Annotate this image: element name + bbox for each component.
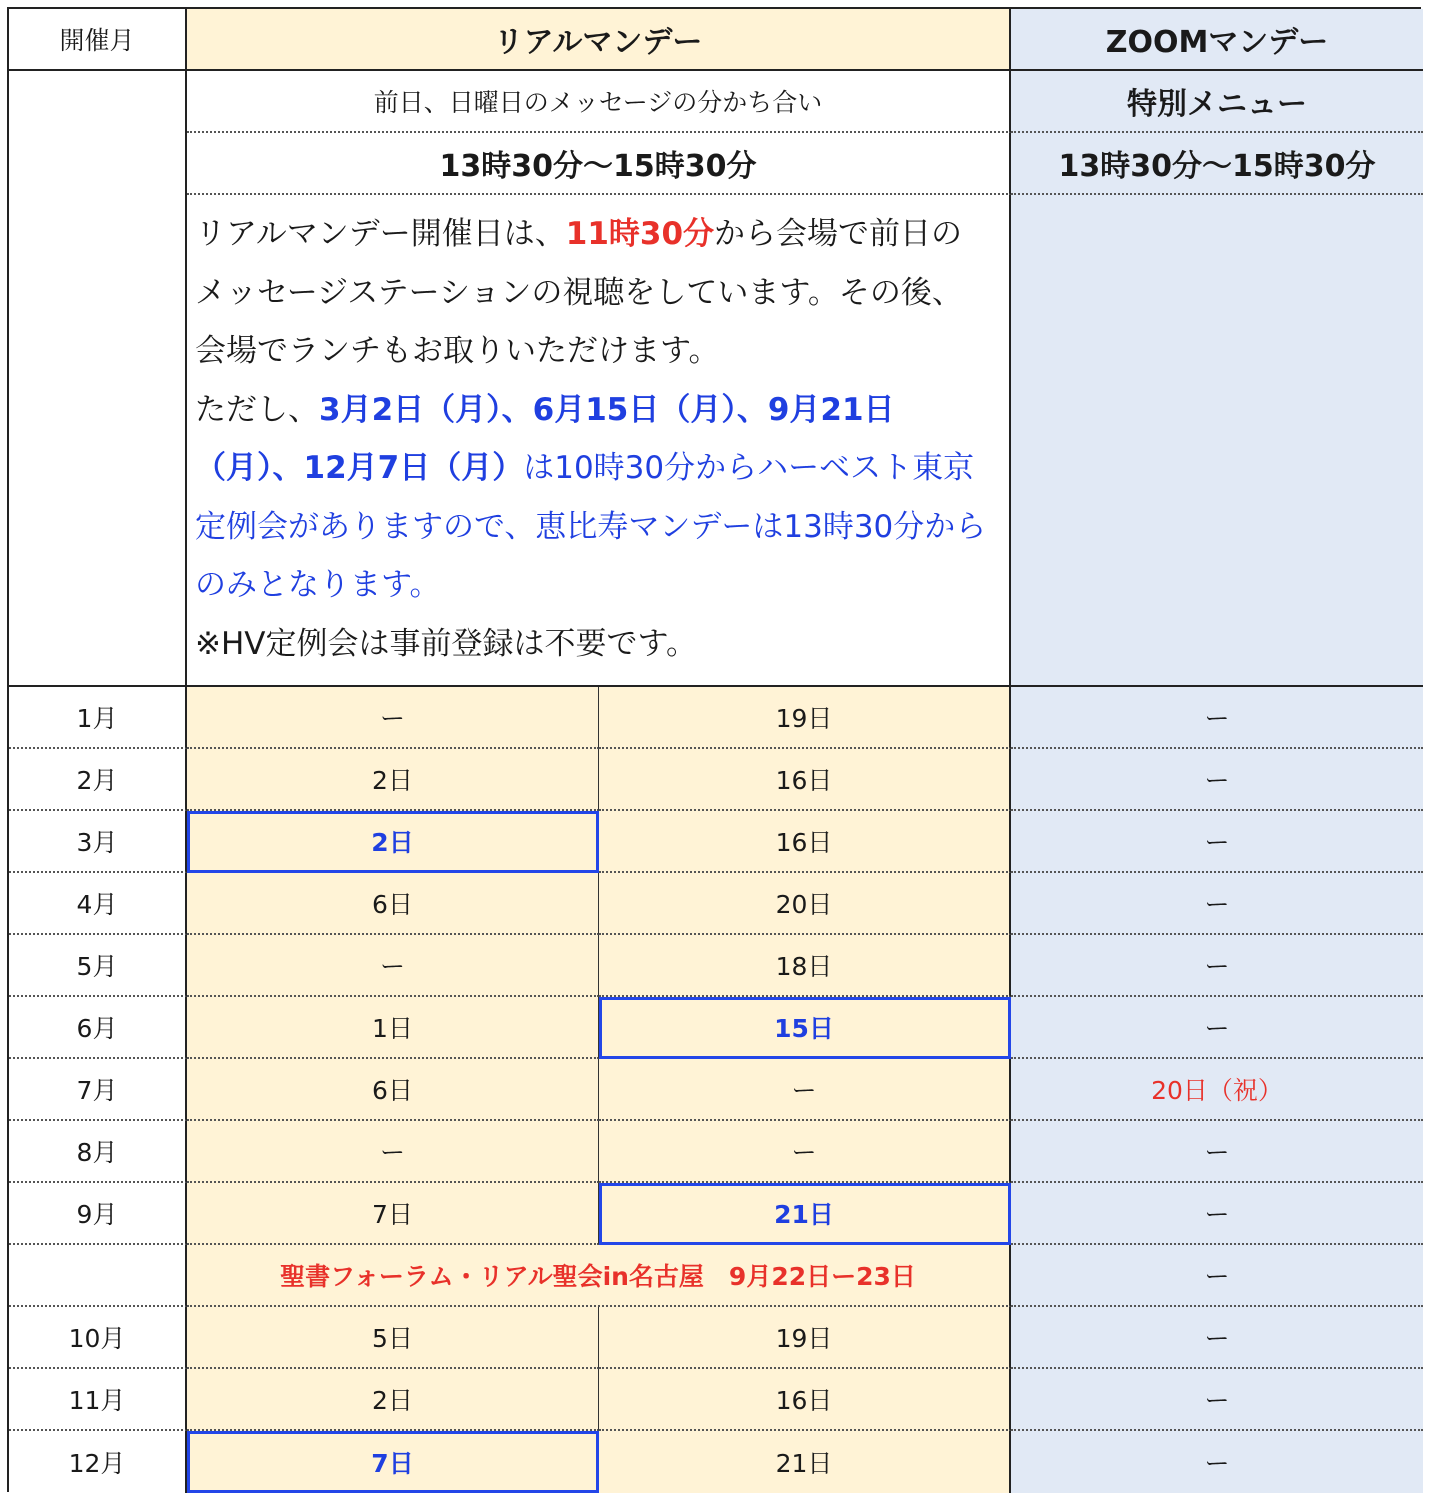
note-p1-text-2: から会場で前日のメッセージステーションの視聴をしています。その後、会場でランチもお取りいただけます。 (195, 216, 963, 369)
real-date-1: 5日 (187, 1307, 599, 1369)
note-p2-text: ただし、 (195, 391, 319, 428)
month-label: 12月 (9, 1431, 187, 1493)
event-month-blank (9, 1245, 187, 1307)
zoom-date: ー (1011, 935, 1423, 997)
zoom-date: ー (1011, 997, 1423, 1059)
zoom-monday-title: ZOOMマンデー (1011, 9, 1423, 71)
month-label: 8月 (9, 1121, 187, 1183)
note-p1-text: リアルマンデー開催日は、 (195, 216, 566, 252)
zoom-date: ー (1011, 1121, 1423, 1183)
zoom-date: ー (1011, 749, 1423, 811)
real-date-2-highlighted: 21日 (599, 1183, 1011, 1245)
real-date-1: 6日 (187, 1059, 599, 1121)
real-date-1: 2日 (187, 1369, 599, 1431)
real-date-1: 2日 (187, 749, 599, 811)
zoom-note-blank (1011, 195, 1423, 687)
real-date-1: 6日 (187, 873, 599, 935)
real-date-1: 1日 (187, 997, 599, 1059)
schedule-table (7, 7, 1421, 1492)
zoom-monday-description: 特別メニュー (1011, 71, 1423, 133)
real-date-2: 18日 (599, 935, 1011, 997)
month-label: 4月 (9, 873, 187, 935)
real-date-2-highlighted: 15日 (599, 997, 1011, 1059)
zoom-date: ー (1011, 811, 1423, 873)
real-date-2: ー (599, 1059, 1011, 1121)
note-p2-dates: 3月2日（月）、6月15日（月）、9月21日（月）、12月7日（月） (195, 391, 895, 486)
month-label: 7月 (9, 1059, 187, 1121)
zoom-monday-time: 13時30分～15時30分 (1011, 133, 1423, 195)
zoom-date: ー (1011, 1431, 1423, 1493)
zoom-date: ー (1011, 1369, 1423, 1431)
month-label: 9月 (9, 1183, 187, 1245)
note-p1-highlight-time: 11時30分 (565, 216, 715, 252)
month-header-blank (9, 71, 187, 687)
real-date-1-highlighted: 7日 (187, 1431, 599, 1493)
real-date-2: 16日 (599, 1369, 1011, 1431)
real-date-1: ー (187, 1121, 599, 1183)
real-date-1-highlighted: 2日 (187, 811, 599, 873)
month-label: 2月 (9, 749, 187, 811)
real-monday-time: 13時30分～15時30分 (187, 133, 1011, 195)
note-paragraph-1 (195, 205, 987, 381)
real-date-2: 16日 (599, 811, 1011, 873)
real-date-2: ー (599, 1121, 1011, 1183)
month-header: 開催月 (9, 9, 187, 71)
real-date-2: 21日 (599, 1431, 1011, 1493)
month-label: 1月 (9, 687, 187, 749)
real-date-1: ー (187, 935, 599, 997)
note-p2-blue-text: は10時30分からハーベスト東京定例会がありますので、恵比寿マンデーは13時30分からのみとなります。 (195, 450, 987, 603)
note-paragraph-3: ※HV定例会は事前登録は不要です。 (195, 625, 698, 662)
real-date-1: ー (187, 687, 599, 749)
month-label: 3月 (9, 811, 187, 873)
month-label: 11月 (9, 1369, 187, 1431)
zoom-date: ー (1011, 1245, 1423, 1307)
real-date-2: 19日 (599, 687, 1011, 749)
event-banner: 聖書フォーラム・リアル聖会in名古屋 9月22日ー23日 (187, 1245, 1011, 1307)
zoom-date: ー (1011, 1307, 1423, 1369)
month-label: 6月 (9, 997, 187, 1059)
month-label: 5月 (9, 935, 187, 997)
real-monday-description: 前日、日曜日のメッセージの分かち合い (187, 71, 1011, 133)
real-monday-note (187, 195, 1011, 687)
zoom-date: ー (1011, 873, 1423, 935)
real-date-2: 20日 (599, 873, 1011, 935)
real-date-2: 19日 (599, 1307, 1011, 1369)
note-paragraph-2 (195, 381, 987, 615)
month-label: 10月 (9, 1307, 187, 1369)
zoom-date: ー (1011, 1183, 1423, 1245)
real-monday-title: リアルマンデー (187, 9, 1011, 71)
zoom-date: ー (1011, 687, 1423, 749)
zoom-date-special: 20日（祝） (1011, 1059, 1423, 1121)
real-date-2: 16日 (599, 749, 1011, 811)
real-date-1: 7日 (187, 1183, 599, 1245)
